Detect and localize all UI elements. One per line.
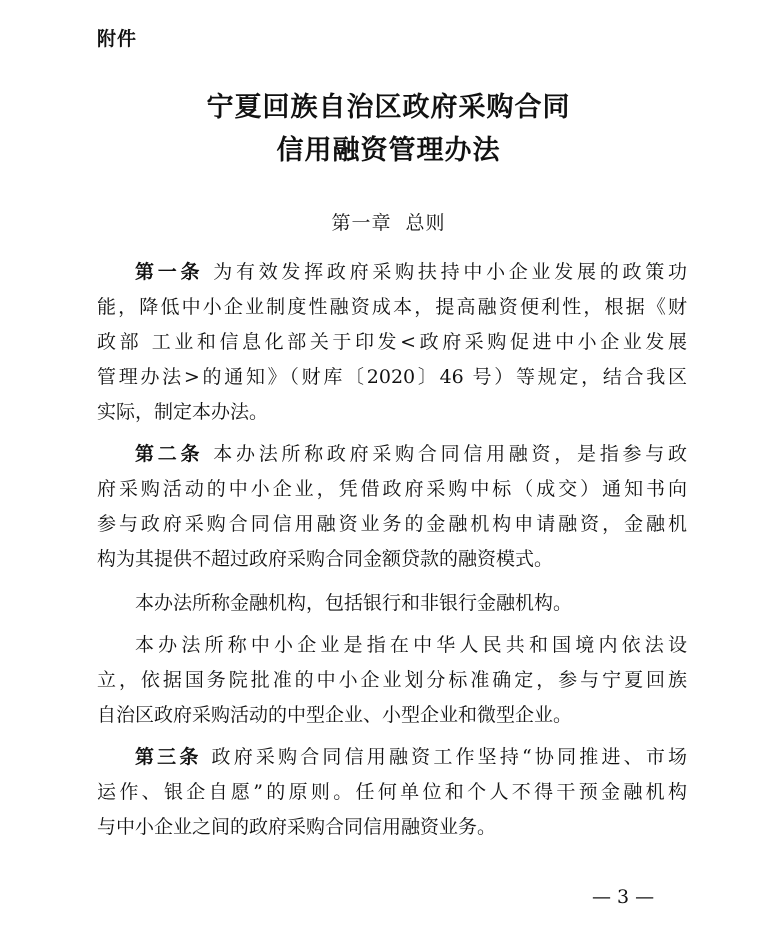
article-1-line-2: 能，降低中小企业制度性融资成本，提高融资便利性，根据《财 [97, 296, 687, 318]
sme-paragraph-line-2: 立，依据国务院批准的中小企业划分标准确定，参与宁夏回族 [97, 669, 687, 691]
sme-paragraph-line-3: 自治区政府采购活动的中型企业、小型企业和微型企业。 [97, 704, 573, 726]
article-2-line-2: 府采购活动的中小企业，凭借政府采购中标（成交）通知书向 [97, 478, 687, 500]
document-title-line-2: 信用融资管理办法 [276, 135, 501, 166]
article-2-line-1: 第二条 本办法所称政府采购合同信用融资，是指参与政 [135, 443, 687, 465]
article-3-line-1: 第三条 政府采购合同信用融资工作坚持“协同推进、市场 [135, 746, 687, 768]
document-title-line-1: 宁夏回族自治区政府采购合同 [206, 92, 571, 123]
attachment-label: 附件 [97, 28, 138, 50]
chapter-heading [0, 208, 777, 235]
article-2-line-3: 参与政府采购合同信用融资业务的金融机构申请融资，金融机 [97, 513, 687, 535]
article-2-label: 第二条 [135, 443, 204, 465]
chapter-number: 第一章 [331, 212, 392, 234]
page-number: — 3 — [592, 886, 655, 908]
article-3-line-3: 与中小企业之间的政府采购合同信用融资业务。 [97, 816, 497, 838]
article-3-label: 第三条 [135, 746, 202, 768]
financial-institutions-paragraph: 本办法所称金融机构，包括银行和非银行金融机构。 [135, 592, 573, 614]
chapter-name: 总则 [405, 212, 446, 234]
sme-paragraph-line-1: 本办法所称中小企业是指在中华人民共和国境内依法设 [135, 634, 687, 656]
article-1-label: 第一条 [135, 261, 204, 283]
article-1-line-4: 管理办法>的通知》（财库〔2020〕46 号）等规定，结合我区 [97, 366, 687, 388]
article-1-line-1: 第一条 为有效发挥政府采购扶持中小企业发展的政策功 [135, 261, 687, 283]
article-1-line-3: 政部 工业和信息化部关于印发<政府采购促进中小企业发展 [97, 331, 687, 353]
article-2-line-4: 构为其提供不超过政府采购合同金额贷款的融资模式。 [97, 548, 554, 570]
article-3-line-2: 运作、银企自愿”的原则。任何单位和个人不得干预金融机构 [97, 781, 687, 803]
article-1-line-5: 实际，制定本办法。 [97, 401, 269, 423]
